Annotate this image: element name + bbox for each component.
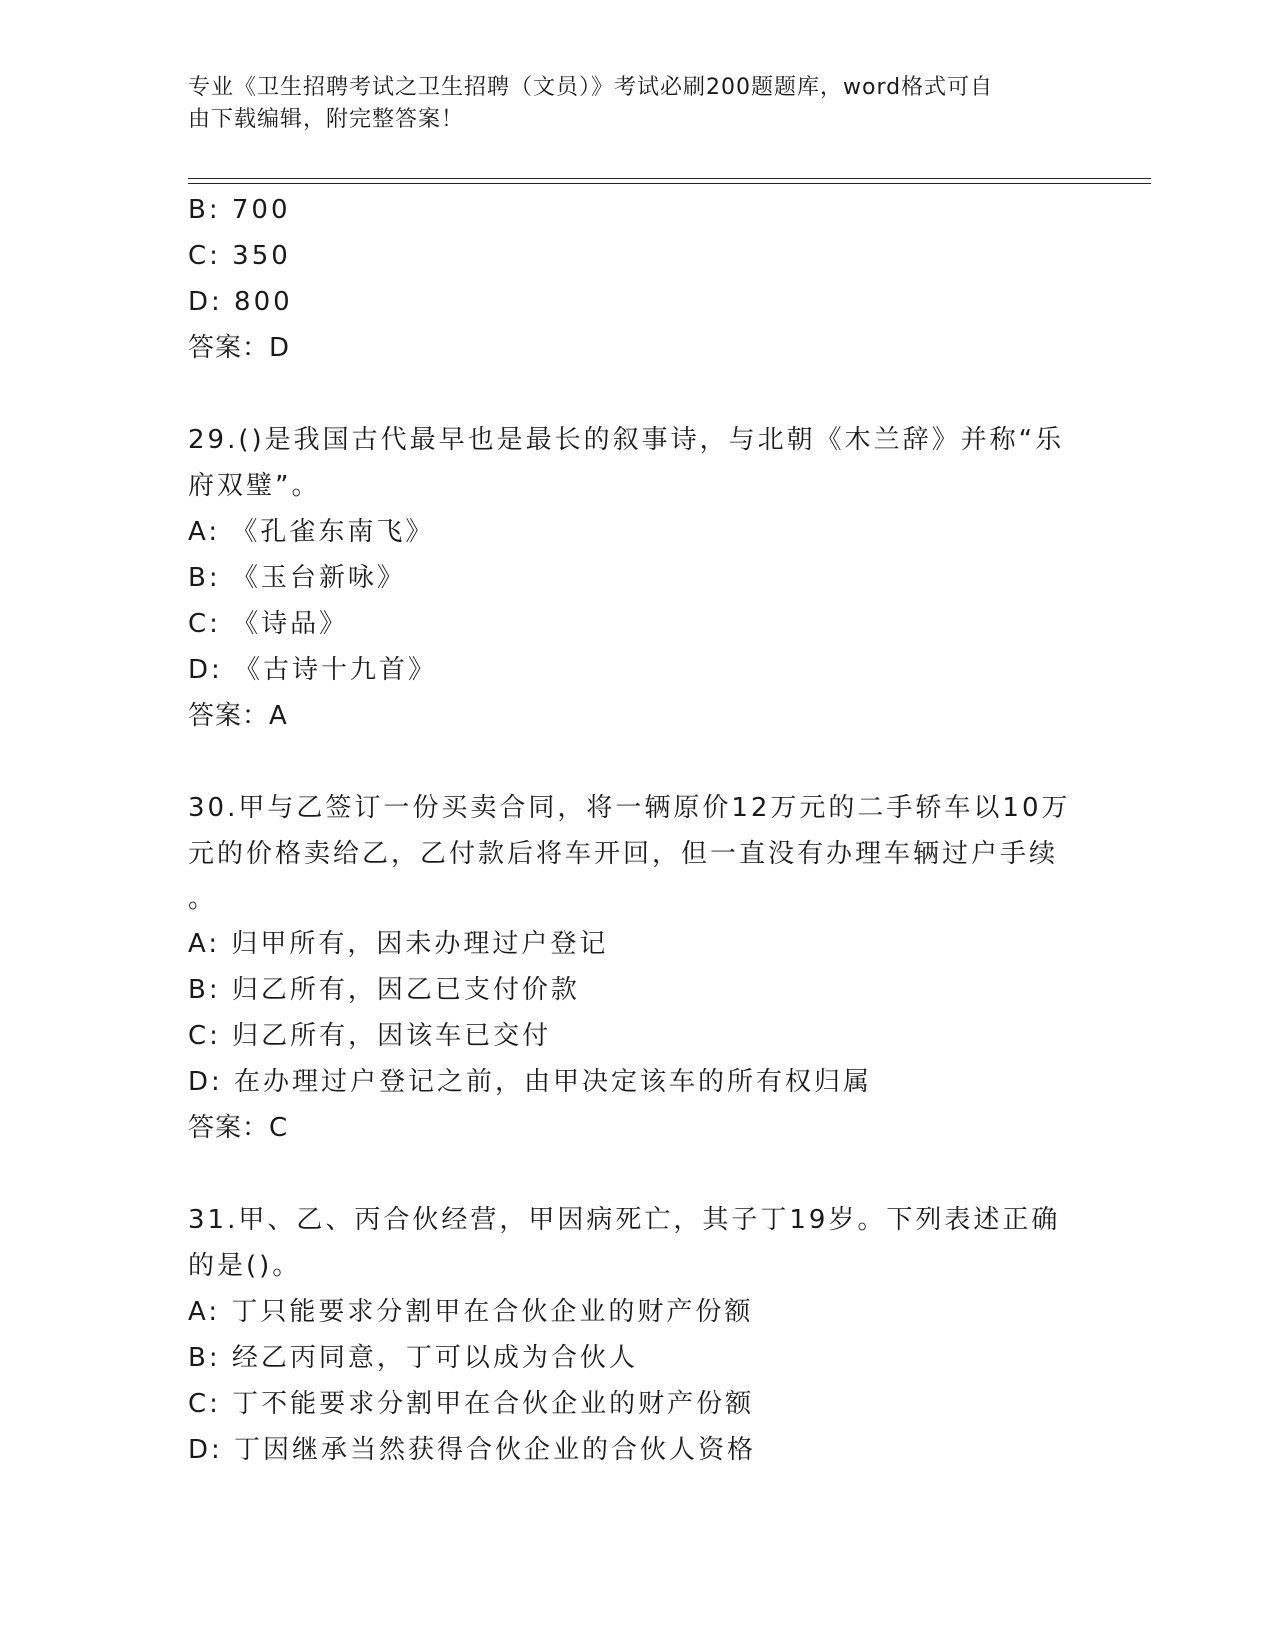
question-stem-line: 30.甲与乙签订一份买卖合同，将一辆原价12万元的二手轿车以10万 <box>188 793 1071 823</box>
option-c: C: 丁不能要求分割甲在合伙企业的财产份额 <box>188 1389 755 1419</box>
answer-line: 答案：D <box>188 333 291 363</box>
question-spacer <box>188 371 1088 417</box>
answer-line: 答案：C <box>188 1113 289 1143</box>
document-header <box>188 72 1068 136</box>
option-b: B: 《玉台新咏》 <box>188 563 406 593</box>
header-title-line-1: 专业《卫生招聘考试之卫生招聘（文员）》考试必刷200题题库，word格式可自 <box>188 75 994 100</box>
question-30 <box>188 785 1088 1151</box>
header-divider-top <box>188 178 1151 179</box>
question-spacer <box>188 1151 1088 1197</box>
question-31 <box>188 1197 1088 1473</box>
question-spacer <box>188 739 1088 785</box>
option-d: D: 丁因继承当然获得合伙企业的合伙人资格 <box>188 1435 757 1465</box>
option-c: C: 归乙所有，因该车已交付 <box>188 1021 552 1051</box>
option-a: A: 丁只能要求分割甲在合伙企业的财产份额 <box>188 1297 754 1327</box>
answer-line: 答案：A <box>188 701 288 731</box>
question-29 <box>188 417 1088 739</box>
option-d: D: 800 <box>188 287 293 317</box>
option-b: B: 700 <box>188 195 291 225</box>
option-c: C: 《诗品》 <box>188 609 349 639</box>
question-stem-line: 31.甲、乙、丙合伙经营，甲因病死亡，其子丁19岁。下列表述正确 <box>188 1205 1061 1235</box>
question-stem-line: 。 <box>188 884 218 914</box>
header-divider-bottom <box>188 183 1151 184</box>
question-stem-line: 元的价格卖给乙，乙付款后将车开回，但一直没有办理车辆过户手续 <box>188 839 1059 869</box>
question-stem-line: 29.()是我国古代最早也是最长的叙事诗，与北朝《木兰辞》并称“乐 <box>188 425 1065 455</box>
header-title-line-2: 由下载编辑，附完整答案！ <box>188 107 465 132</box>
question-stem-line: 的是()。 <box>188 1251 302 1281</box>
question-list <box>188 187 1088 1473</box>
option-a: A: 归甲所有，因未办理过户登记 <box>188 929 609 959</box>
option-d: D: 《古诗十九首》 <box>188 655 438 685</box>
question-stem-line: 府双璧”。 <box>188 471 321 501</box>
question-28 <box>188 187 1088 371</box>
option-b: B: 经乙丙同意，丁可以成为合伙人 <box>188 1343 638 1373</box>
option-d: D: 在办理过户登记之前，由甲决定该车的所有权归属 <box>188 1067 873 1097</box>
option-b: B: 归乙所有，因乙已支付价款 <box>188 975 580 1005</box>
option-c: C: 350 <box>188 241 291 271</box>
option-a: A: 《孔雀东南飞》 <box>188 517 435 547</box>
